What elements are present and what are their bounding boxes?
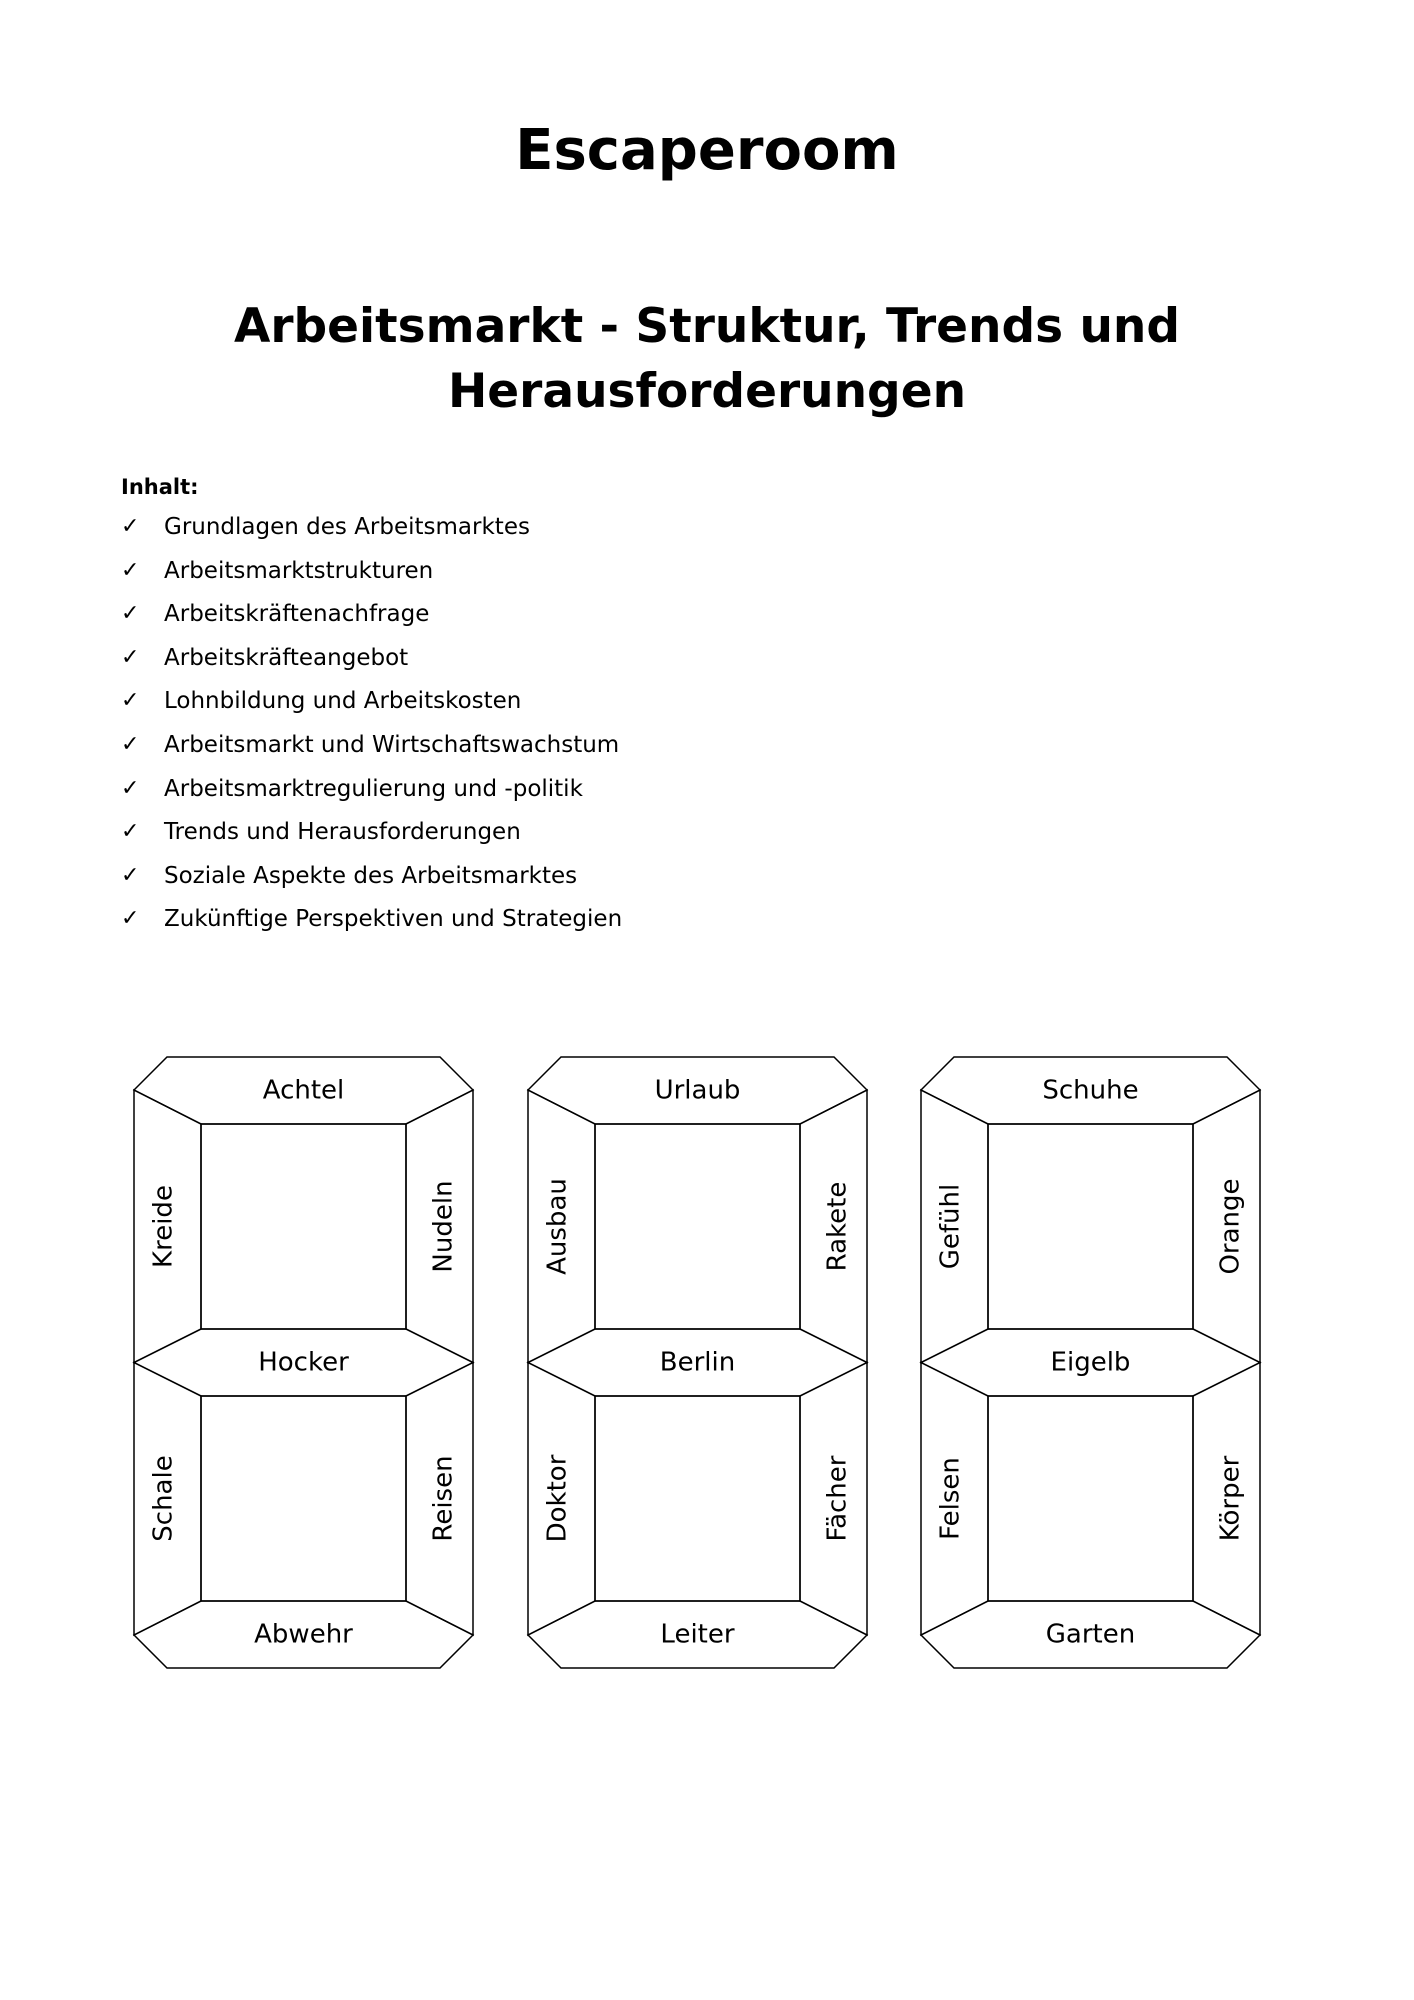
segment-label-top: Urlaub (654, 1075, 741, 1106)
upper-window (595, 1124, 800, 1329)
list-item-text: Arbeitskräfteangebot (164, 644, 409, 671)
list-item-text: Trends und Herausforderungen (164, 819, 521, 846)
checkmark-icon: ✓ (121, 731, 140, 757)
segment-label-top: Schuhe (1042, 1075, 1139, 1106)
list-item-text: Arbeitsmarktstrukturen (164, 557, 434, 584)
segment-label-lower-right: Reisen (428, 1455, 459, 1542)
lower-window (988, 1396, 1193, 1601)
lower-window (595, 1396, 800, 1601)
segment-label-upper-left: Kreide (148, 1185, 179, 1268)
list-item-text: Lohnbildung und Arbeitskosten (164, 688, 522, 715)
segment-label-upper-right: Orange (1215, 1178, 1246, 1275)
segment-label-lower-left: Schale (148, 1455, 179, 1542)
upper-window (988, 1124, 1193, 1329)
list-item-text: Arbeitsmarktregulierung und -politik (164, 775, 583, 802)
list-item-text: Grundlagen des Arbeitsmarktes (164, 514, 530, 540)
segment-label-upper-right: Rakete (822, 1181, 853, 1272)
segment-label-lower-left: Felsen (935, 1457, 966, 1540)
list-item-text: Arbeitsmarkt und Wirtschaftswachstum (164, 731, 620, 758)
segment-label-top: Achtel (262, 1075, 345, 1106)
segment-label-lower-left: Doktor (542, 1454, 573, 1543)
segment-label-upper-left: Ausbau (542, 1178, 573, 1275)
segment-label-lower-right: Körper (1215, 1455, 1246, 1542)
checkmark-icon: ✓ (121, 775, 140, 801)
checkmark-icon: ✓ (121, 601, 140, 627)
list-item-text: Arbeitskräftenachfrage (164, 601, 430, 628)
segment-label-upper-left: Gefühl (935, 1183, 966, 1270)
checkmark-icon: ✓ (121, 514, 140, 539)
segment-label-upper-right: Nudeln (428, 1180, 459, 1273)
segment-label-bottom: Leiter (660, 1619, 735, 1650)
segment-label-middle: Berlin (659, 1347, 736, 1378)
list-item-text: Zukünftige Perspektiven und Strategien (164, 906, 623, 933)
checkmark-icon: ✓ (121, 644, 140, 670)
checkmark-icon: ✓ (121, 819, 140, 845)
content-heading: Inhalt: (121, 475, 199, 499)
digit-display (528, 1057, 867, 1668)
subtitle-line-2: Herausforderungen (447, 364, 967, 419)
subtitle-line-1: Arbeitsmarkt - Struktur, Trends und (233, 299, 1181, 354)
checkmark-icon: ✓ (121, 906, 140, 932)
digit-display (921, 1057, 1260, 1668)
checkmark-icon: ✓ (121, 688, 140, 714)
checkmark-icon: ✓ (121, 557, 140, 583)
list-item-text: Soziale Aspekte des Arbeitsmarktes (164, 862, 578, 889)
digit-display (134, 1057, 473, 1668)
segment-label-bottom: Abwehr (254, 1619, 353, 1650)
segment-label-bottom: Garten (1045, 1619, 1136, 1650)
checkmark-icon: ✓ (121, 862, 140, 888)
segment-label-middle: Hocker (258, 1347, 349, 1378)
document-title: Escaperoom (515, 118, 899, 183)
upper-window (201, 1124, 406, 1329)
lower-window (201, 1396, 406, 1601)
segment-label-middle: Eigelb (1050, 1347, 1131, 1378)
segment-label-lower-right: Fächer (822, 1455, 853, 1542)
